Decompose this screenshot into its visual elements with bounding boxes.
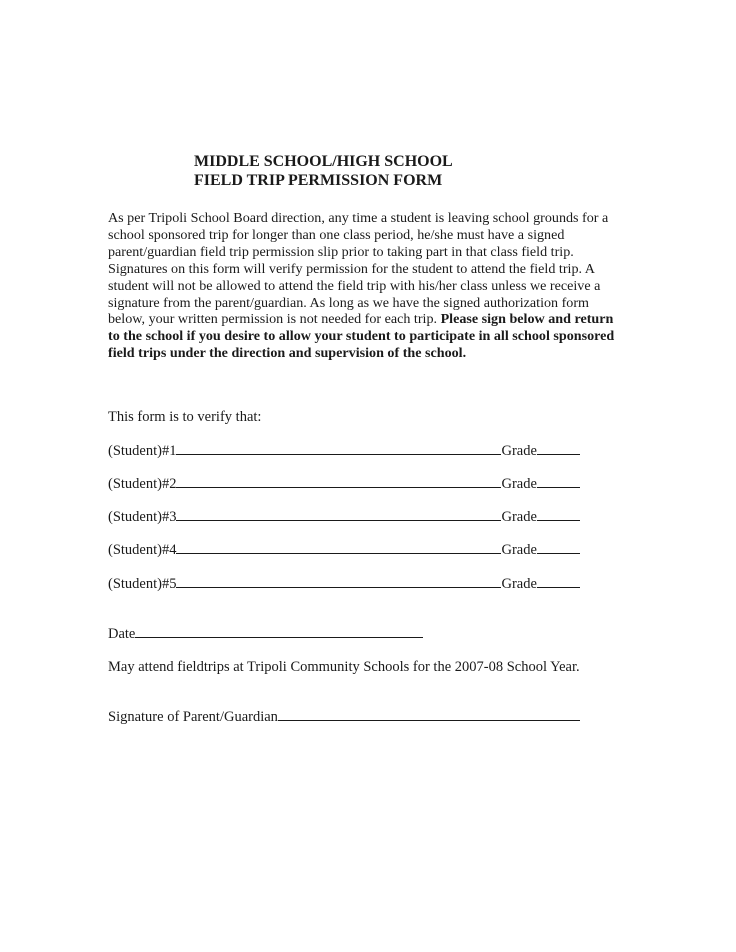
form-title-line1: MIDDLE SCHOOL/HIGH SCHOOL: [194, 153, 453, 170]
grade-field[interactable]: [537, 475, 580, 488]
verify-text: This form is to verify that:: [108, 409, 262, 425]
intro-paragraph: [108, 210, 628, 362]
student-name-field[interactable]: [176, 442, 501, 455]
student-label: (Student)#1: [108, 443, 177, 459]
attend-text: May attend fieldtrips at Tripoli Community Schools for the 2007-08 School Year.: [108, 659, 580, 675]
grade-field[interactable]: [537, 575, 580, 588]
signature-label: Signature of Parent/Guardian: [108, 709, 278, 725]
student-row-1: [108, 442, 580, 460]
intro-bold-text: Please sign below and return to the school if you desire to allow your student to participate in all school sponsored field trips under the direction and supervision of the school.: [108, 311, 615, 362]
student-name-field[interactable]: [176, 541, 501, 554]
grade-label: Grade: [501, 542, 537, 558]
form-title: [194, 152, 453, 190]
grade-label: Grade: [501, 476, 537, 492]
student-name-field[interactable]: [176, 475, 501, 488]
student-name-field[interactable]: [176, 508, 501, 521]
date-label: Date: [108, 626, 136, 642]
grade-field[interactable]: [537, 442, 580, 455]
intro-text: As per Tripoli School Board direction, any time a student is leaving school grounds for a school sponsored trip for longer than one class period, he/she must have a signed parent/guardian field trip permission slip prior to taking part in that class field trip. Signatures on this form will verify permission for the student to attend the field trip. A student will not be allowed to attend the field trip with his/her class unless we receive a signature from the parent/guardian. As long as we have the signed authorization form below, your written permission is not needed for each trip.: [108, 210, 609, 328]
student-row-4: [108, 541, 580, 559]
grade-field[interactable]: [537, 541, 580, 554]
student-row-5: [108, 575, 580, 593]
grade-label: Grade: [501, 509, 537, 525]
student-label: (Student)#5: [108, 576, 177, 592]
date-row: [108, 625, 423, 643]
student-row-3: [108, 508, 580, 526]
signature-row: [108, 708, 580, 726]
signature-field[interactable]: [278, 708, 580, 721]
student-row-2: [108, 475, 580, 493]
student-label: (Student)#2: [108, 476, 177, 492]
grade-label: Grade: [501, 443, 537, 459]
grade-field[interactable]: [537, 508, 580, 521]
student-label: (Student)#3: [108, 509, 177, 525]
student-name-field[interactable]: [176, 575, 501, 588]
date-field[interactable]: [135, 625, 423, 638]
grade-label: Grade: [501, 576, 537, 592]
student-label: (Student)#4: [108, 542, 177, 558]
form-title-line2: FIELD TRIP PERMISSION FORM: [194, 172, 443, 189]
